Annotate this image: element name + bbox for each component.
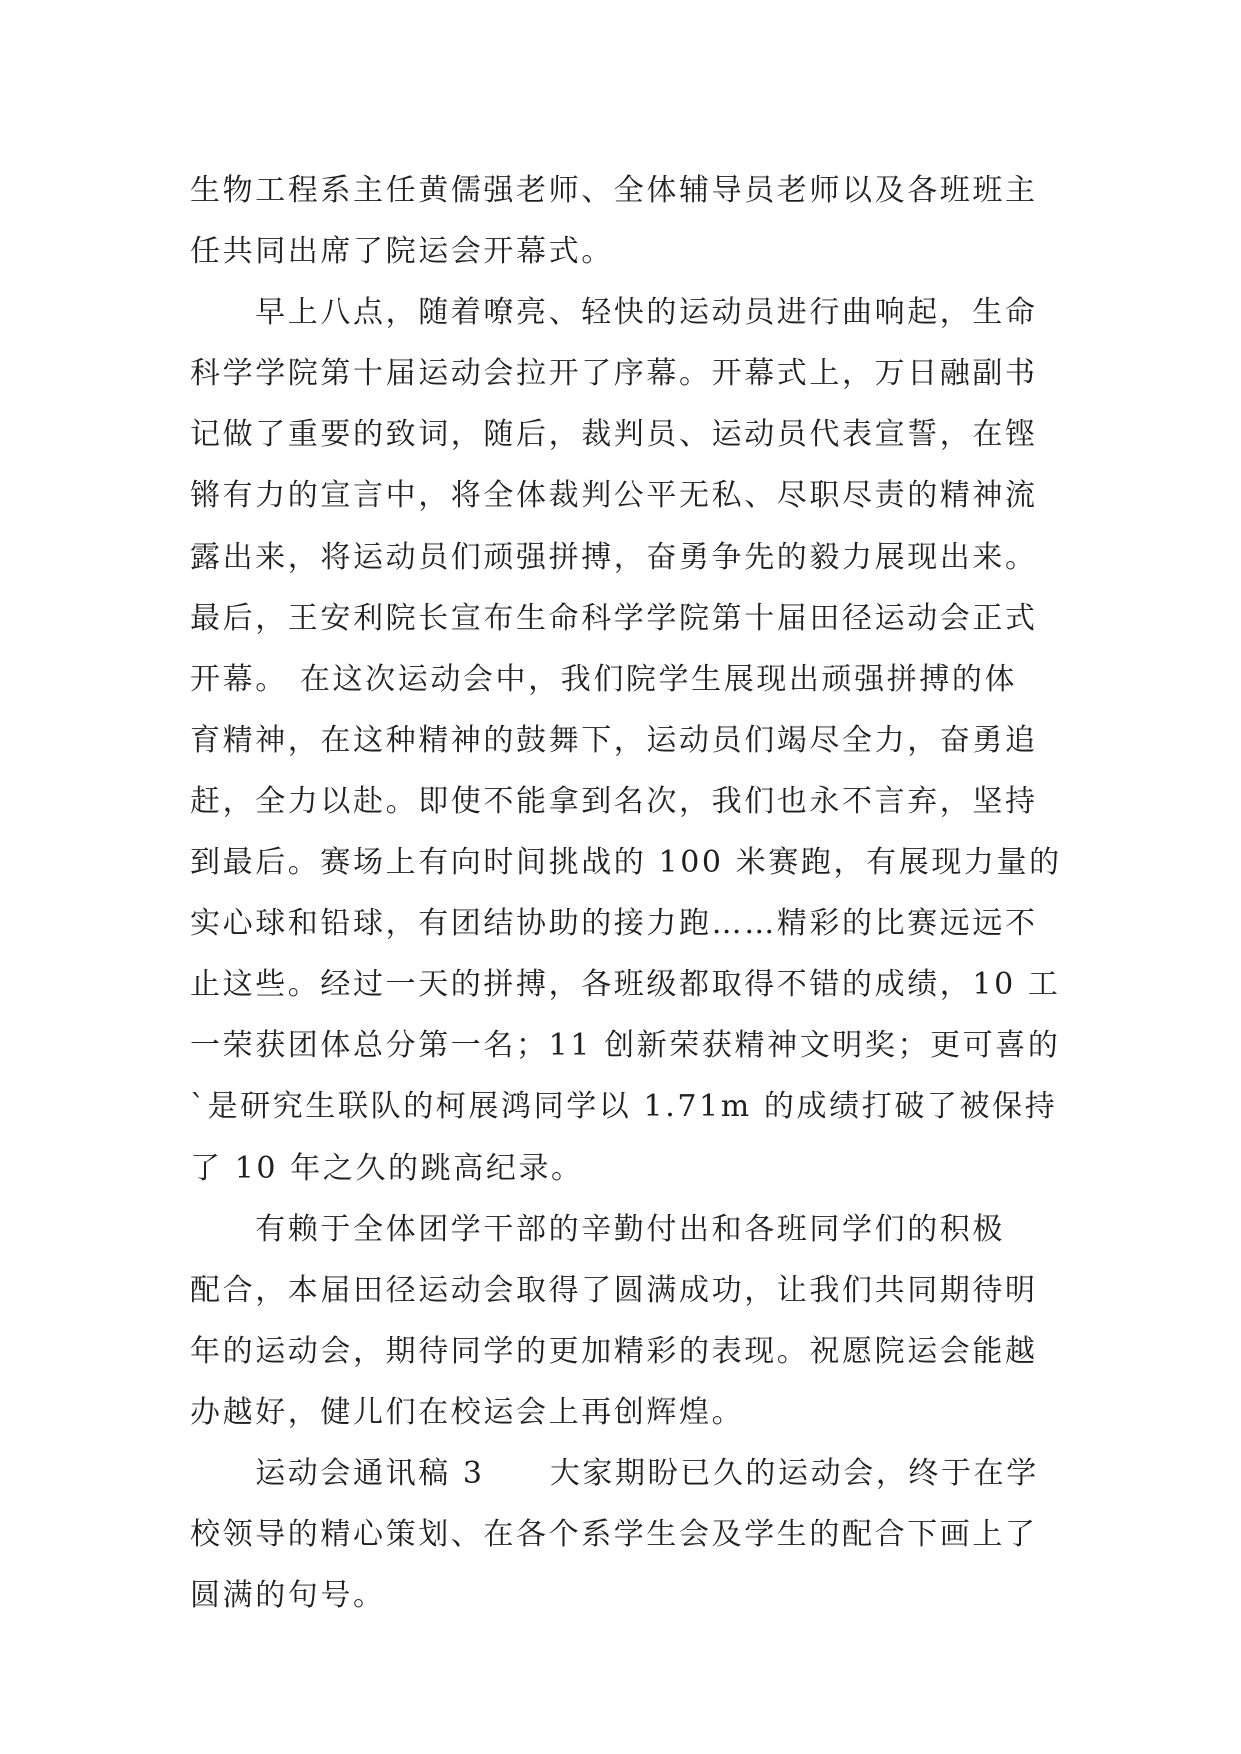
- text-line: 科学学院第十届运动会拉开了序幕。开幕式上，万日融副书: [190, 356, 1038, 392]
- text-line: 记做了重要的致词，随后，裁判员、运动员代表宣誓，在铿: [190, 417, 1038, 453]
- text-line: 锵有力的宣言中，将全体裁判公平无私、尽职尽责的精神流: [190, 478, 1038, 514]
- text-line: `是研究生联队的柯展鸿同学以 1.71m 的成绩打破了被保持: [190, 1089, 1058, 1125]
- text-line: 配合，本届田径运动会取得了圆满成功，让我们共同期待明: [190, 1272, 1038, 1308]
- text-line: 了 10 年之久的跳高纪录。: [190, 1150, 584, 1186]
- text-line: 校领导的精心策划、在各个系学生会及学生的配合下画上了: [190, 1517, 1038, 1553]
- text-line: 早上八点，随着嘹亮、轻快的运动员进行曲响起，生命: [190, 295, 1038, 331]
- text-line: 生物工程系主任黄儒强老师、全体辅导员老师以及各班班主: [190, 173, 1038, 208]
- text-line: 赶，全力以赴。即使不能拿到名次，我们也永不言弃，坚持: [190, 783, 1038, 819]
- text-line: 露出来，将运动员们顽强拼搏，奋勇争先的毅力展现出来。: [190, 539, 1038, 575]
- text-line: 一荣获团体总分第一名；11 创新荣获精神文明奖；更可喜的: [190, 1028, 1061, 1064]
- text-line: 育精神，在这种精神的鼓舞下，运动员们竭尽全力，奋勇追: [190, 722, 1038, 758]
- text-line: 任共同出席了院运会开幕式。: [190, 234, 614, 270]
- text-line: 运动会通讯稿 3 大家期盼已久的运动会，终于在学: [190, 1455, 1039, 1491]
- text-line: 止这些。经过一天的拼搏，各班级都取得不错的成绩，10 工: [190, 967, 1061, 1003]
- text-line: 开幕。 在这次运动会中，我们院学生展现出顽强拼搏的体: [190, 661, 1018, 697]
- text-line: 圆满的句号。: [190, 1578, 386, 1614]
- text-line: 办越好，健儿们在校运会上再创辉煌。: [190, 1394, 745, 1430]
- text-line: 有赖于全体团学干部的辛勤付出和各班同学们的积极: [190, 1211, 1005, 1247]
- text-line: 年的运动会，期待同学的更加精彩的表现。祝愿院运会能越: [190, 1333, 1038, 1369]
- text-line: 到最后。赛场上有向时间挑战的 100 米赛跑，有展现力量的: [190, 845, 1062, 881]
- text-line: 实心球和铅球，有团结协助的接力跑……精彩的比赛远远不: [190, 906, 1038, 942]
- body-text: [190, 160, 1070, 1626]
- text-line: 最后，王安利院长宣布生命科学学院第十届田径运动会正式: [190, 600, 1038, 636]
